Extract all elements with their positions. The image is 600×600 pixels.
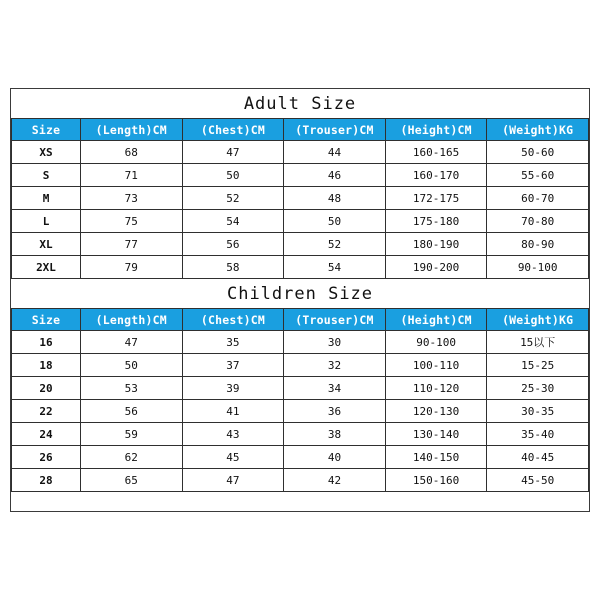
cell-chest: 50 bbox=[182, 164, 284, 187]
column-header-weight: (Weight)KG bbox=[487, 309, 589, 331]
cell-height: 110-120 bbox=[385, 377, 487, 400]
column-header-trouser: (Trouser)CM bbox=[284, 119, 386, 141]
column-header-length: (Length)CM bbox=[81, 309, 183, 331]
cell-weight: 15-25 bbox=[487, 354, 589, 377]
cell-trouser: 42 bbox=[284, 469, 386, 492]
cell-trouser: 38 bbox=[284, 423, 386, 446]
cell-weight: 30-35 bbox=[487, 400, 589, 423]
cell-size: 24 bbox=[12, 423, 81, 446]
cell-size: M bbox=[12, 187, 81, 210]
cell-length: 73 bbox=[81, 187, 183, 210]
cell-length: 50 bbox=[81, 354, 183, 377]
column-header-chest: (Chest)CM bbox=[182, 309, 284, 331]
cell-chest: 35 bbox=[182, 331, 284, 354]
cell-height: 120-130 bbox=[385, 400, 487, 423]
cell-weight: 25-30 bbox=[487, 377, 589, 400]
table-row bbox=[12, 233, 589, 256]
cell-trouser: 40 bbox=[284, 446, 386, 469]
adult-size-table-wrap bbox=[11, 118, 589, 279]
table-row bbox=[12, 187, 589, 210]
cell-height: 160-165 bbox=[385, 141, 487, 164]
table-header-row bbox=[12, 119, 589, 141]
cell-trouser: 36 bbox=[284, 400, 386, 423]
cell-weight: 40-45 bbox=[487, 446, 589, 469]
cell-length: 68 bbox=[81, 141, 183, 164]
cell-height: 130-140 bbox=[385, 423, 487, 446]
cell-height: 100-110 bbox=[385, 354, 487, 377]
column-header-height: (Height)CM bbox=[385, 119, 487, 141]
size-chart-sheet bbox=[10, 88, 590, 512]
cell-weight: 35-40 bbox=[487, 423, 589, 446]
column-header-length: (Length)CM bbox=[81, 119, 183, 141]
table-row bbox=[12, 400, 589, 423]
cell-chest: 43 bbox=[182, 423, 284, 446]
children-size-title: Children Size bbox=[11, 279, 589, 308]
cell-trouser: 44 bbox=[284, 141, 386, 164]
cell-chest: 47 bbox=[182, 141, 284, 164]
cell-height: 180-190 bbox=[385, 233, 487, 256]
cell-trouser: 30 bbox=[284, 331, 386, 354]
cell-length: 53 bbox=[81, 377, 183, 400]
cell-size: XL bbox=[12, 233, 81, 256]
column-header-chest: (Chest)CM bbox=[182, 119, 284, 141]
cell-chest: 56 bbox=[182, 233, 284, 256]
cell-weight: 15以下 bbox=[487, 331, 589, 354]
table-header-row bbox=[12, 309, 589, 331]
cell-height: 172-175 bbox=[385, 187, 487, 210]
column-header-trouser: (Trouser)CM bbox=[284, 309, 386, 331]
cell-length: 47 bbox=[81, 331, 183, 354]
cell-weight: 45-50 bbox=[487, 469, 589, 492]
cell-size: 18 bbox=[12, 354, 81, 377]
column-header-weight: (Weight)KG bbox=[487, 119, 589, 141]
cell-size: XS bbox=[12, 141, 81, 164]
cell-length: 71 bbox=[81, 164, 183, 187]
table-row bbox=[12, 141, 589, 164]
cell-trouser: 52 bbox=[284, 233, 386, 256]
cell-trouser: 54 bbox=[284, 256, 386, 279]
cell-length: 56 bbox=[81, 400, 183, 423]
column-header-height: (Height)CM bbox=[385, 309, 487, 331]
adult-size-table bbox=[11, 118, 589, 279]
cell-size: 28 bbox=[12, 469, 81, 492]
table-row bbox=[12, 354, 589, 377]
cell-chest: 39 bbox=[182, 377, 284, 400]
cell-length: 62 bbox=[81, 446, 183, 469]
cell-height: 190-200 bbox=[385, 256, 487, 279]
cell-size: 26 bbox=[12, 446, 81, 469]
cell-trouser: 50 bbox=[284, 210, 386, 233]
cell-length: 79 bbox=[81, 256, 183, 279]
cell-chest: 45 bbox=[182, 446, 284, 469]
cell-length: 59 bbox=[81, 423, 183, 446]
cell-weight: 55-60 bbox=[487, 164, 589, 187]
table-row bbox=[12, 446, 589, 469]
cell-weight: 70-80 bbox=[487, 210, 589, 233]
cell-size: 16 bbox=[12, 331, 81, 354]
table-row bbox=[12, 377, 589, 400]
children-size-table bbox=[11, 308, 589, 492]
cell-chest: 37 bbox=[182, 354, 284, 377]
cell-height: 140-150 bbox=[385, 446, 487, 469]
cell-length: 75 bbox=[81, 210, 183, 233]
cell-height: 150-160 bbox=[385, 469, 487, 492]
cell-trouser: 46 bbox=[284, 164, 386, 187]
cell-chest: 47 bbox=[182, 469, 284, 492]
cell-chest: 54 bbox=[182, 210, 284, 233]
cell-weight: 80-90 bbox=[487, 233, 589, 256]
table-row bbox=[12, 469, 589, 492]
cell-trouser: 34 bbox=[284, 377, 386, 400]
cell-trouser: 48 bbox=[284, 187, 386, 210]
table-row bbox=[12, 164, 589, 187]
cell-weight: 60-70 bbox=[487, 187, 589, 210]
table-row bbox=[12, 331, 589, 354]
adult-size-title: Adult Size bbox=[11, 89, 589, 118]
table-row bbox=[12, 210, 589, 233]
cell-weight: 90-100 bbox=[487, 256, 589, 279]
cell-height: 90-100 bbox=[385, 331, 487, 354]
table-row bbox=[12, 423, 589, 446]
cell-height: 175-180 bbox=[385, 210, 487, 233]
cell-size: 22 bbox=[12, 400, 81, 423]
cell-length: 77 bbox=[81, 233, 183, 256]
cell-chest: 58 bbox=[182, 256, 284, 279]
cell-size: L bbox=[12, 210, 81, 233]
cell-chest: 52 bbox=[182, 187, 284, 210]
children-size-table-wrap bbox=[11, 308, 589, 492]
table-row bbox=[12, 256, 589, 279]
cell-chest: 41 bbox=[182, 400, 284, 423]
cell-length: 65 bbox=[81, 469, 183, 492]
cell-height: 160-170 bbox=[385, 164, 487, 187]
column-header-size: Size bbox=[12, 309, 81, 331]
cell-size: 2XL bbox=[12, 256, 81, 279]
cell-weight: 50-60 bbox=[487, 141, 589, 164]
column-header-size: Size bbox=[12, 119, 81, 141]
cell-trouser: 32 bbox=[284, 354, 386, 377]
cell-size: S bbox=[12, 164, 81, 187]
cell-size: 20 bbox=[12, 377, 81, 400]
